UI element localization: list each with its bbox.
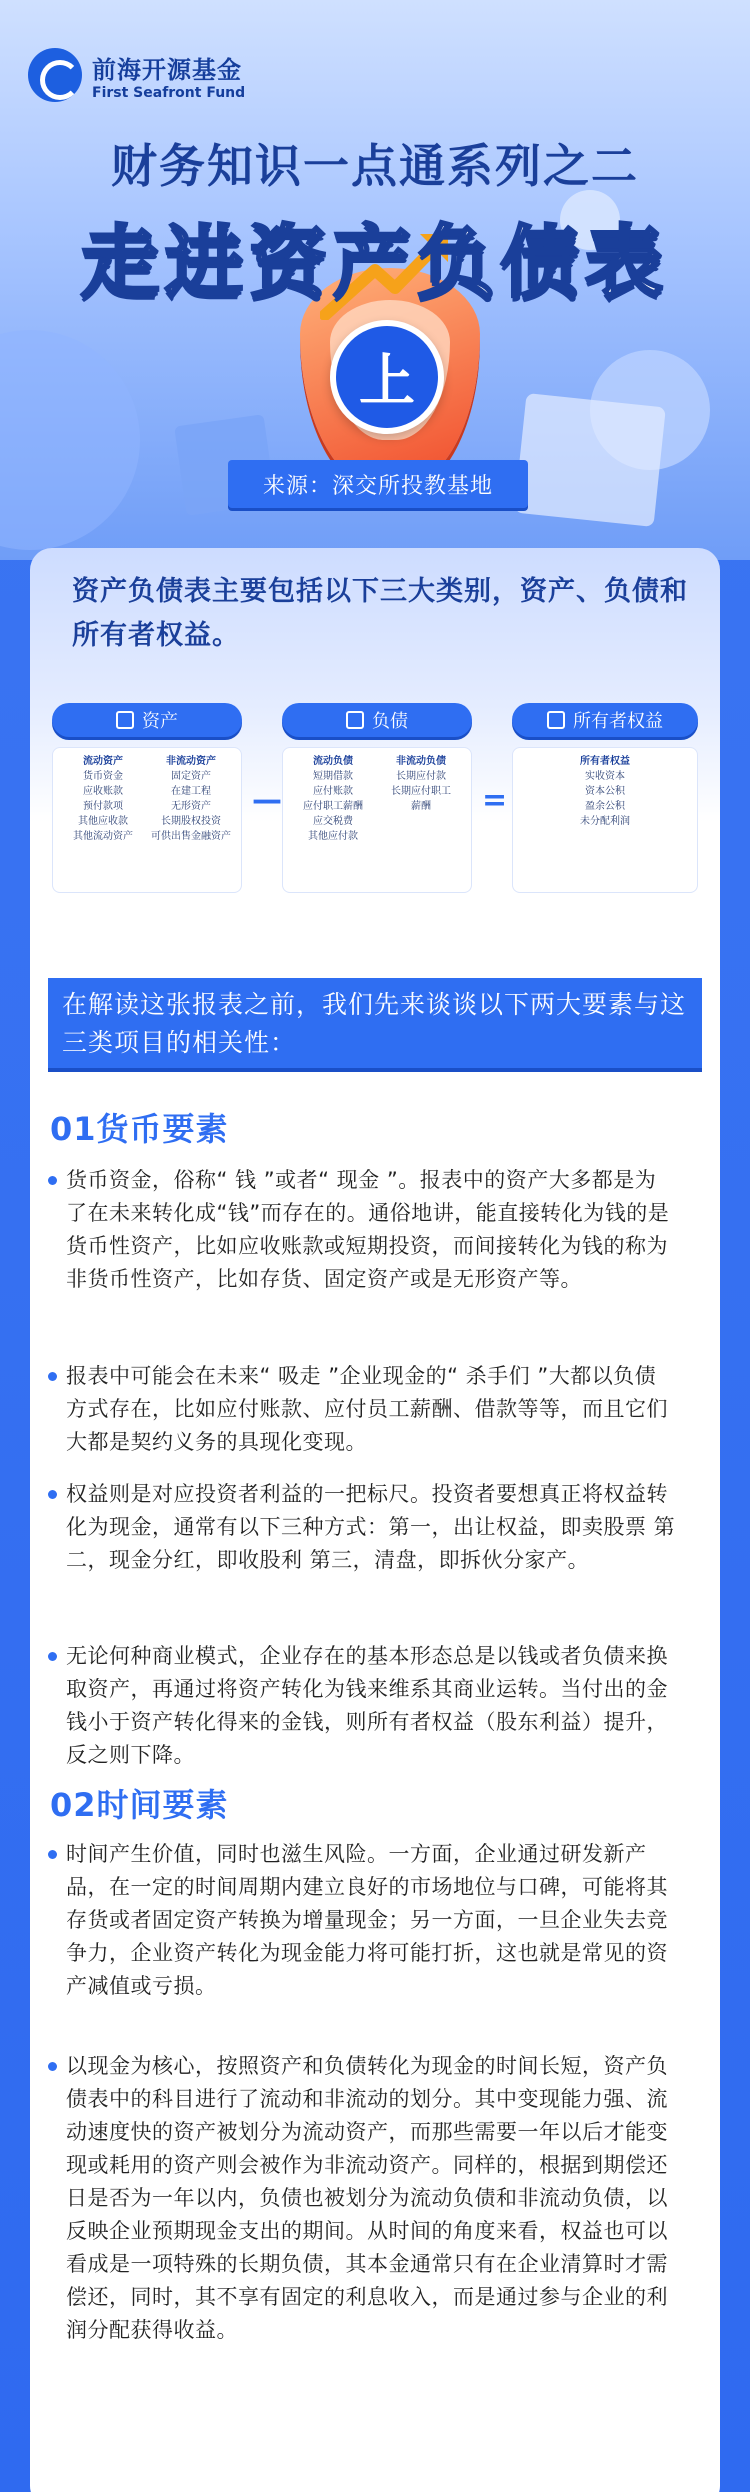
paragraph: 时间产生价值，同时也滋生风险。一方面，企业通过研发新产品，在一定的时间周期内建立良好的市场地位与口碑，可能将其存货或者固定资产转换为增量现金；另一方面，一旦企业失去竞争力，企业资产转化为现金能力将可能打折，这也就是常见的资产减值或亏损。 xyxy=(66,1838,676,2003)
list-item: 其他应付款 xyxy=(308,831,358,842)
list-item: 实收资本 xyxy=(585,771,625,782)
list-item: 应交税费 xyxy=(313,816,353,827)
brand-logo xyxy=(28,48,245,102)
list-item: 短期借款 xyxy=(313,771,353,782)
balance-sheet-diagram xyxy=(52,703,698,943)
decor-circle xyxy=(0,330,140,550)
source-label: 来源：深交所投教基地 xyxy=(228,460,528,508)
equal-operator: = xyxy=(482,783,508,818)
list-item: 其他应收款 xyxy=(78,816,128,827)
section-title-time: 02时间要素 xyxy=(50,1786,229,1824)
paragraph: 货币资金，俗称“ 钱 ”或者“ 现金 ”。报表中的资产大多都是为了在未来转化成“钱”而存在的。通俗地讲，能直接转化为钱的是货币性资产，比如应收账款或短期投资，而间接转化为钱的称为非货币性资产，比如存货、固定资产或是无形资产等。 xyxy=(66,1164,676,1296)
part-label: 上 xyxy=(359,349,415,414)
brand-name-cn: 前海开源基金 xyxy=(92,55,242,84)
hero-banner xyxy=(0,0,750,560)
column-head: 非流动负债 xyxy=(396,756,446,767)
list-item: 预付款项 xyxy=(83,801,123,812)
category-title: 所有者权益 xyxy=(573,711,663,732)
list-item: 其他流动资产 xyxy=(73,831,133,842)
list-item: 无形资产 xyxy=(171,801,211,812)
asset-icon xyxy=(116,711,134,729)
list-item: 长期应付职工 xyxy=(391,786,451,797)
liability-icon xyxy=(346,711,364,729)
list-item: 资本公积 xyxy=(585,786,625,797)
list-item: 应付职工薪酬 xyxy=(303,801,363,812)
list-item: 在建工程 xyxy=(171,786,211,797)
list-item: 薪酬 xyxy=(411,801,431,812)
column-head: 流动负债 xyxy=(313,756,353,767)
logo-icon xyxy=(28,48,82,102)
list-item: 可供出售金融资产 xyxy=(151,831,231,842)
category-title: 资产 xyxy=(142,711,178,732)
list-item: 长期股权投资 xyxy=(161,816,221,827)
brand-name-en: First Seafront Fund xyxy=(92,84,246,101)
list-item: 应付账款 xyxy=(313,786,353,797)
main-title: 走进资产负债表 xyxy=(80,218,669,308)
list-item: 长期应付款 xyxy=(396,771,446,782)
paragraph: 报表中可能会在未来“ 吸走 ”企业现金的“ 杀手们 ”大都以负债方式存在，比如应付账款、应付员工薪酬、借款等等，而且它们大都是契约义务的具现化变现。 xyxy=(66,1360,676,1459)
section-title-money: 01货币要素 xyxy=(50,1110,229,1148)
paragraph: 权益则是对应投资者利益的一把标尺。投资者要想真正将权益转化为现金，通常有以下三种方式：第一，出让权益，即卖股票 第二，现金分红，即收股利 第三，清盘，即拆伙分家产。 xyxy=(66,1478,676,1577)
category-equity xyxy=(512,703,698,893)
minus-operator: — xyxy=(252,783,282,818)
list-item: 未分配利润 xyxy=(580,816,630,827)
category-liabilities xyxy=(282,703,472,893)
column-head: 非流动资产 xyxy=(166,756,216,767)
section-banner: 在解读这张报表之前，我们先来谈谈以下两大要素与这三类项目的相关性： xyxy=(48,978,702,1068)
content-card xyxy=(30,548,720,2492)
paragraph: 以现金为核心，按照资产和负债转化为现金的时间长短，资产负债表中的科目进行了流动和非流动的划分。其中变现能力强、流动速度快的资产被划分为流动资产，而那些需要一年以后才能变现或耗用的资产则会被作为非流动资产。同样的，根据到期偿还日是否为一年以内，负债也被划分为流动负债和非流动负债，以反映企业预期现金支出的期间。从时间的角度来看，权益也可以看成是一项特殊的长期负债，其本金通常只有在企业清算时才需偿还，同时，其不享有固定的利息收入，而是通过参与企业的利润分配获得收益。 xyxy=(66,2050,676,2347)
equity-icon xyxy=(547,711,565,729)
intro-text: 资产负债表主要包括以下三大类别，资产、负债和所有者权益。 xyxy=(72,576,688,651)
column-head: 流动资产 xyxy=(83,756,123,767)
part-badge xyxy=(330,320,444,434)
column-head: 所有者权益 xyxy=(580,756,630,767)
category-assets xyxy=(52,703,242,893)
category-title: 负债 xyxy=(372,711,408,732)
list-item: 货币资金 xyxy=(83,771,123,782)
report-illustration xyxy=(514,393,666,527)
series-title: 财务知识一点通系列之二 xyxy=(111,139,639,193)
paragraph: 无论何种商业模式，企业存在的基本形态总是以钱或者负债来换取资产，再通过将资产转化为钱来维系其商业运转。当付出的金钱小于资产转化得来的金钱，则所有者权益（股东利益）提升，反之则下降。 xyxy=(66,1640,676,1772)
list-item: 应收账款 xyxy=(83,786,123,797)
list-item: 固定资产 xyxy=(171,771,211,782)
list-item: 盈余公积 xyxy=(585,801,625,812)
